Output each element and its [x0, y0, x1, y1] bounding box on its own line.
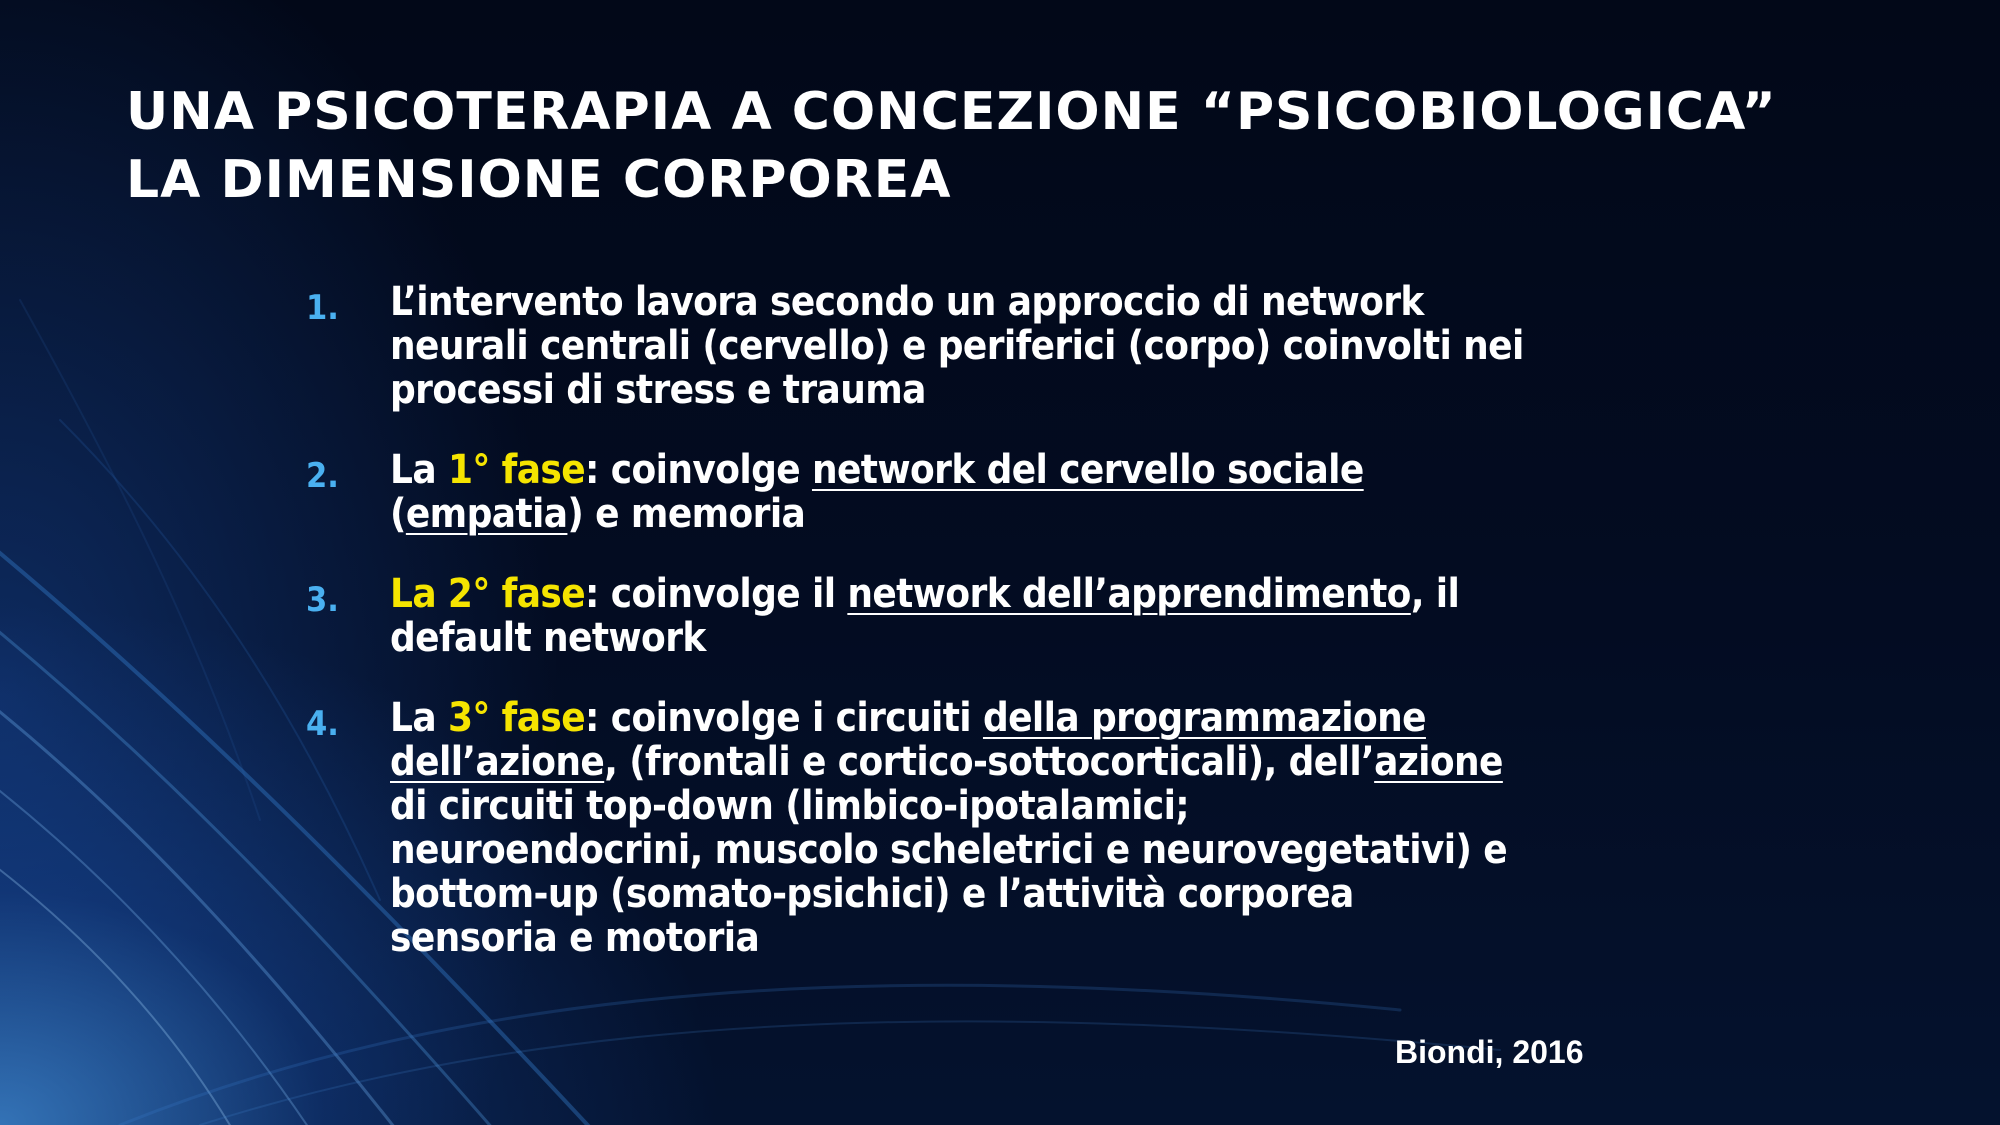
title-line-1: UNA PSICOTERAPIA A CONCEZIONE “PSICOBIOLOGICA”: [126, 82, 1777, 142]
list-item-1: [300, 280, 1700, 412]
item-text-line: di circuiti top-down (limbico-ipotalamici;: [390, 783, 1190, 829]
item-text-line: bottom-up (somato-psichici) e l’attività corporea: [390, 871, 1354, 917]
item-text: : coinvolge: [585, 447, 812, 493]
item-text-line: L’intervento lavora secondo un approccio di network: [390, 279, 1424, 325]
item-text: , il: [1410, 571, 1460, 617]
item-number: 2.: [306, 456, 339, 496]
underlined-text: della programmazione: [982, 695, 1426, 741]
underlined-text: dell’azione: [390, 739, 605, 785]
item-text-line: neurali centrali (cervello) e periferici (corpo) coinvolti nei: [390, 323, 1524, 369]
phase-highlight: 1° fase: [447, 447, 586, 493]
item-text: , (frontali e cortico-sottocorticali), dell’: [604, 739, 1375, 785]
numbered-list: [300, 280, 1700, 996]
item-text: ) e memoria: [567, 491, 806, 537]
citation: Biondi, 2016: [1395, 1034, 1584, 1070]
item-text-line: [390, 696, 1700, 740]
underlined-text: network del cervello sociale: [811, 447, 1364, 493]
item-text: : coinvolge i circuiti: [585, 695, 983, 741]
item-text-line: sensoria e motoria: [390, 915, 760, 961]
item-text: La: [390, 447, 448, 493]
underlined-text: azione: [1374, 739, 1503, 785]
item-text-line: [390, 572, 1700, 616]
item-text: (: [390, 491, 406, 537]
item-number: 1.: [306, 288, 339, 328]
item-text-line: [390, 740, 1700, 784]
item-text-line: neuroendocrini, muscolo scheletrici e neurovegetativi) e: [390, 827, 1508, 873]
title-line-2: LA DIMENSIONE CORPOREA: [126, 150, 952, 210]
item-text-line: processi di stress e trauma: [390, 367, 926, 413]
list-item-4: [300, 696, 1700, 960]
item-text-line: default network: [390, 615, 706, 661]
list-item-2: [300, 448, 1700, 536]
phase-highlight: 3° fase: [447, 695, 586, 741]
slide-title: [126, 78, 1777, 214]
item-text-line: [390, 492, 1700, 536]
item-text: La: [390, 695, 448, 741]
list-item-3: [300, 572, 1700, 660]
item-text-line: [390, 448, 1700, 492]
item-number: 3.: [306, 580, 339, 620]
item-text: : coinvolge il: [585, 571, 848, 617]
underlined-text: empatia: [405, 491, 568, 537]
item-number: 4.: [306, 704, 339, 744]
phase-highlight: La 2° fase: [390, 571, 586, 617]
underlined-text: network dell’apprendimento: [847, 571, 1411, 617]
